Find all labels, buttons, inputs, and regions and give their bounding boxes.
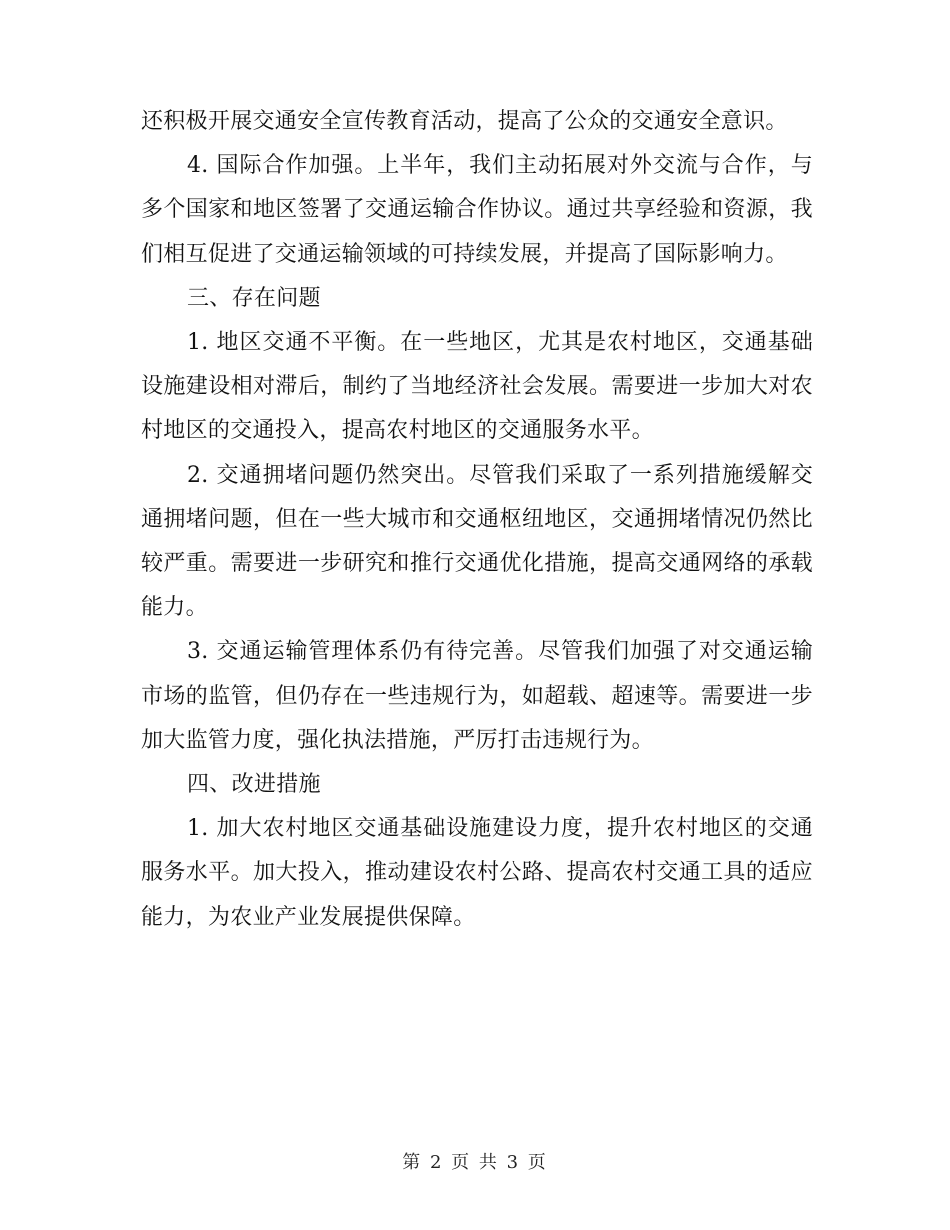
paragraph-rural-infrastructure: 1. 加大农村地区交通基础设施建设力度，提升农村地区的交通服务水平。加大投入，推动建设农村公路、提高农村交通工具的适应能力，为农业产业发展提供保障。 xyxy=(141,816,813,930)
paragraph-traffic-congestion: 2. 交通拥堵问题仍然突出。尽管我们采取了一系列措施缓解交通拥堵问题，但在一些大城市和交通枢纽地区，交通拥堵情况仍然比较严重。需要进一步研究和推行交通优化措施，提高交通网络的承载能力。 xyxy=(141,462,813,621)
section-heading-existing-problems: 三、存在问题 xyxy=(187,285,321,311)
section-heading-improvement-measures: 四、改进措施 xyxy=(187,772,321,798)
paragraph-regional-imbalance: 1. 地区交通不平衡。在一些地区，尤其是农村地区，交通基础设施建设相对滞后，制约了当地经济社会发展。需要进一步加大对农村地区的交通投入，提高农村地区的交通服务水平。 xyxy=(141,330,813,444)
paragraph-continuation: 还积极开展交通安全宣传教育活动，提高了公众的交通安全意识。 xyxy=(141,109,788,134)
document-body xyxy=(141,100,813,940)
paragraph-international-cooperation: 4. 国际合作加强。上半年，我们主动拓展对外交流与合作，与多个国家和地区签署了交通运输合作协议。通过共享经验和资源，我们相互促进了交通运输领域的可持续发展，并提高了国际影响力。 xyxy=(141,153,813,267)
paragraph-management-system: 3. 交通运输管理体系仍有待完善。尽管我们加强了对交通运输市场的监管，但仍存在一些违规行为，如超载、超速等。需要进一步加大监管力度，强化执法措施，严厉打击违规行为。 xyxy=(141,639,813,753)
page-number-footer: 第 2 页 共 3 页 xyxy=(402,1152,548,1173)
